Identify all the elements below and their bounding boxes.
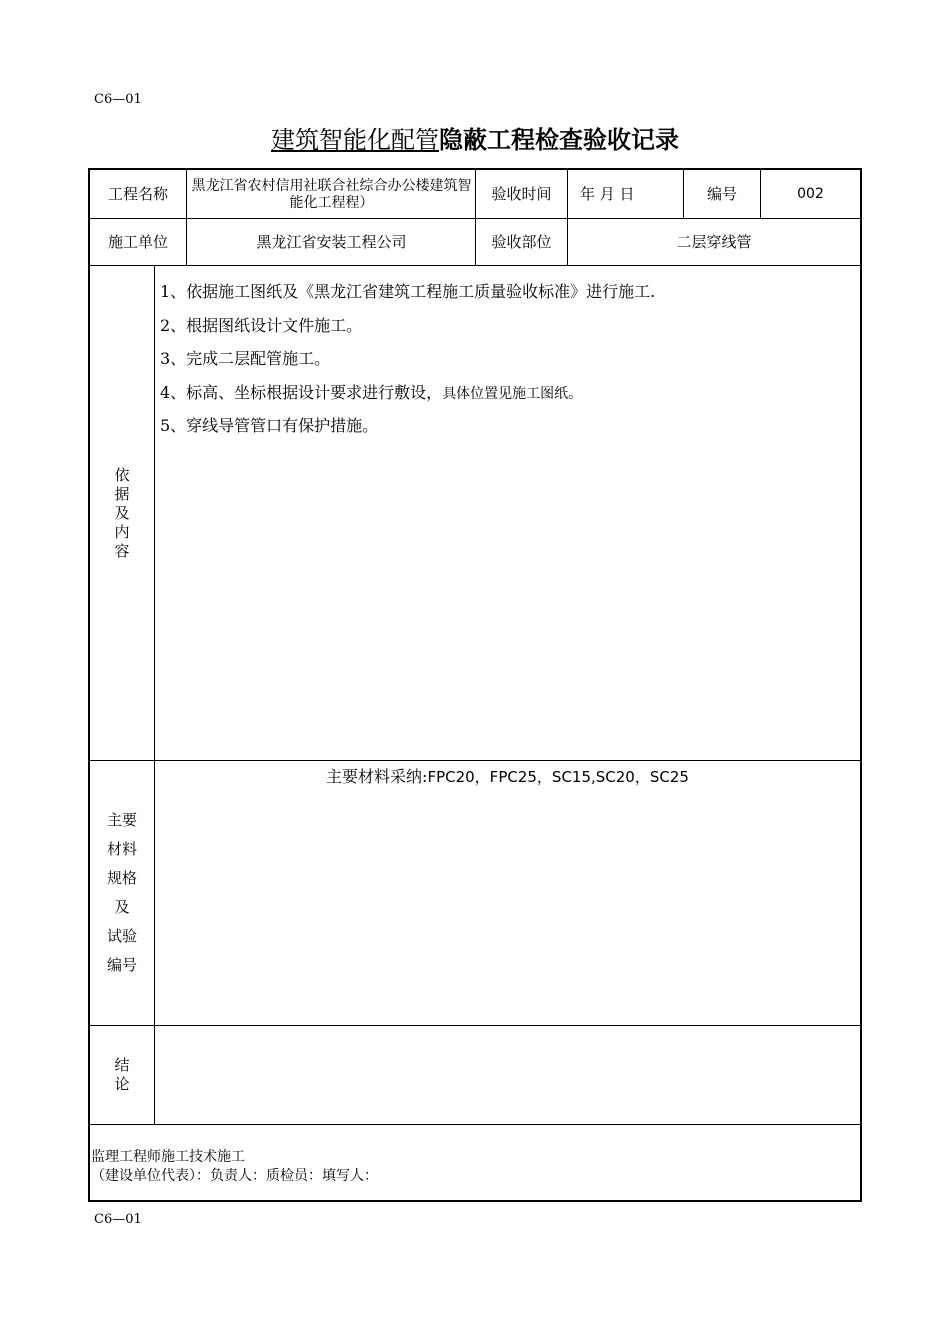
materials-values: FPC20，FPC25，SC15,SC20，SC25	[427, 768, 689, 786]
signature-line-1: 监理工程师施工技术施工	[91, 1149, 245, 1165]
label-line: 编号	[106, 956, 137, 974]
basis-item-5: 5、穿线导管管口有保护措施。	[160, 416, 379, 435]
page-title	[0, 120, 950, 155]
label-line: 材料	[106, 840, 137, 858]
label-char: 论	[114, 1075, 130, 1093]
basis-item-3: 3、完成二层配管施工。	[160, 349, 331, 368]
label-char: 容	[114, 541, 130, 560]
construction-unit-value: 黑龙江省安装工程公司	[256, 233, 407, 251]
title-part-subject: 建筑智能化配管	[271, 126, 439, 154]
inspection-part-label: 验收部位	[491, 233, 552, 251]
materials-prefix: 主要材料采纳:	[326, 767, 428, 786]
conclusion-label	[90, 1026, 154, 1124]
label-line: 规格	[106, 869, 137, 887]
label-char: 内	[114, 522, 130, 541]
form-code-top: C6—01	[94, 92, 142, 107]
inspection-time-label: 验收时间	[491, 185, 552, 203]
inspection-time-value: 年 月 日	[580, 185, 635, 203]
project-name-value: 黑龙江省农村信用社联合社综合办公楼建筑智能化工程程）	[191, 178, 472, 211]
inspection-part-value: 二层穿线管	[676, 233, 752, 251]
basis-item-4-detail: 具体位置见施工图纸。	[442, 386, 583, 402]
materials-label	[90, 761, 154, 1025]
signature-line-2: （建设单位代表）：负责人：质检员：填写人：	[91, 1168, 378, 1184]
basis-content-label	[90, 266, 154, 760]
form-code-bottom: C6—01	[94, 1212, 142, 1227]
basis-item-4	[160, 380, 582, 403]
label-line: 及	[114, 898, 130, 916]
label-char: 结	[114, 1056, 130, 1074]
label-line: 主要	[106, 811, 137, 829]
label-char: 据	[114, 484, 130, 503]
project-name-label: 工程名称	[107, 185, 168, 203]
basis-item-4-main: 4、标高、坐标根据设计要求进行敷设，	[160, 383, 443, 402]
label-char: 及	[114, 503, 130, 522]
conclusion-content	[156, 1026, 860, 1124]
number-label: 编号	[706, 185, 737, 203]
label-line: 试验	[106, 927, 137, 945]
materials-text	[155, 764, 860, 787]
basis-item-1: 1、依据施工图纸及《黑龙江省建筑工程施工质量验收标准》进行施工.	[160, 282, 656, 301]
basis-item-2: 2、根据图纸设计文件施工。	[160, 316, 363, 335]
label-char: 依	[114, 465, 130, 484]
title-part-record: 隐蔽工程检查验收记录	[439, 126, 679, 154]
number-value: 002	[797, 186, 824, 202]
construction-unit-label: 施工单位	[107, 233, 168, 251]
